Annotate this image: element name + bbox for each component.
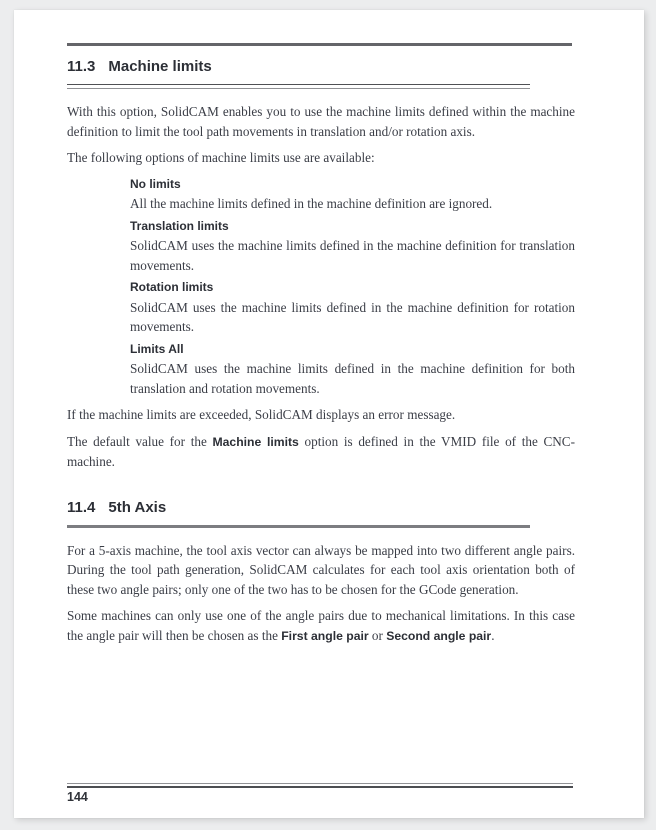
bold-term-machine-limits: Machine limits — [212, 434, 299, 449]
bold-term-second-angle-pair: Second angle pair — [386, 628, 492, 643]
option-description: SolidCAM uses the machine limits defined in the machine definition for rotation movements. — [130, 299, 575, 334]
option-title: Rotation limits — [130, 280, 214, 294]
paragraph: With this option, SolidCAM enables you to use the machine limits defined within the machine definition to limit the tool path movements in translation and/or rotation axis. — [67, 104, 575, 139]
paragraph: If the machine limits are exceeded, SolidCAM displays an error message. — [67, 407, 456, 422]
option-no-limits — [130, 175, 575, 214]
option-title: Translation limits — [130, 218, 229, 233]
section-heading-11-3 — [67, 57, 575, 76]
bold-term-first-angle-pair: First angle pair — [281, 628, 369, 643]
paragraph — [67, 606, 575, 646]
page-content — [67, 10, 575, 653]
text-run: . — [491, 627, 495, 643]
section-number: 11.4 — [67, 498, 96, 516]
paragraph — [67, 432, 575, 472]
page-top-rule — [67, 43, 572, 46]
section-number: 11.3 — [67, 58, 96, 75]
section-title: 5th Axis — [108, 498, 167, 516]
text-run: The default value for the — [67, 433, 213, 449]
paragraph: The following options of machine limits use are available: — [67, 150, 375, 165]
text-run: Some machines can only use one of the angle pairs due to mechanical limitations. In this case the angle pair will then be chosen as the — [67, 608, 575, 643]
heading-underline-single — [67, 525, 530, 528]
page-number: 144 — [67, 790, 88, 804]
text-run: or — [368, 627, 387, 643]
document-page — [14, 10, 644, 818]
page-footer — [67, 783, 573, 804]
section-title: Machine limits — [108, 58, 212, 75]
heading-underline-double — [67, 84, 530, 89]
option-title: No limits — [130, 176, 181, 191]
option-description: SolidCAM uses the machine limits defined in the machine definition for both translation and rotation movements. — [130, 361, 575, 396]
footer-rule — [67, 783, 573, 788]
text-run: option is defined in the VMID file of the CNC-machine. — [67, 433, 575, 469]
option-limits-all — [130, 340, 575, 399]
option-description: All the machine limits defined in the machine definition are ignored. — [130, 196, 493, 211]
section-heading-11-4 — [67, 498, 575, 517]
option-description: SolidCAM uses the machine limits defined in the machine definition for translation movements. — [130, 238, 575, 273]
option-translation-limits — [130, 217, 575, 276]
paragraph: For a 5-axis machine, the tool axis vector can always be mapped into two different angle pairs. During the tool path generation, SolidCAM calculates for each tool axis orientation both of these two angle pairs; only one of the two has to be chosen for the GCode generation. — [67, 542, 575, 597]
option-title: Limits All — [130, 341, 184, 356]
option-rotation-limits — [130, 278, 575, 337]
